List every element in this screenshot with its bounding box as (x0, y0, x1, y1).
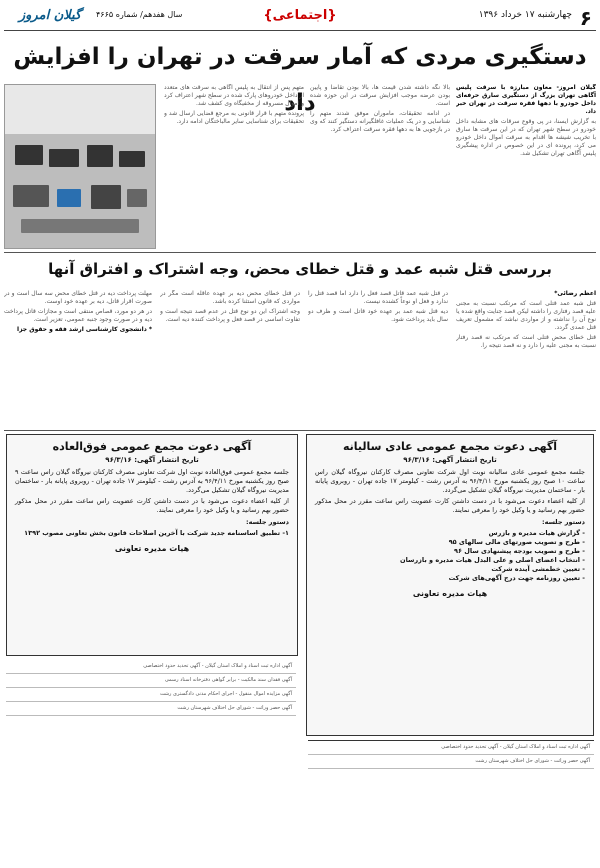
issue-number: سال هفدهم/ شماره ۴۶۶۵ (96, 10, 183, 19)
issue-date: چهارشنبه ۱۷ خرداد ۱۳۹۶ (478, 10, 572, 20)
notice-body (7, 468, 297, 538)
article2-paragraph: وجه اشتراک این دو نوع قتل در عدم قصد نتیجه است و تفاوت اساسی در قصد فعل و پرداخت کننده دیه است. (160, 308, 300, 323)
article2-paragraph: دیه قتل شبه عمد بر عهده خود قاتل است و ظرف دو سال باید پرداخت شود. (308, 308, 448, 323)
article-homicide-law (4, 290, 596, 425)
agenda-item: - طرح و تصویب بودجه پیشنهادی سال ۹۶ (454, 547, 585, 555)
photo-laptop (15, 145, 43, 165)
photo-device (91, 185, 121, 209)
masthead (4, 4, 596, 31)
photo-table (21, 219, 139, 233)
article-photo (4, 84, 156, 249)
article2-paragraph: در هر دو مورد، قصاص منتفی است و مجازات قاتل پرداخت دیه و در صورت وجود جنبه عمومی، تعزیر است. (4, 308, 152, 323)
notice-signature: هیات مدیره تعاونی (114, 544, 190, 553)
article1-column-middle (310, 84, 450, 247)
article2-paragraph: قتل خطای محض قتلی است که مرتکب نه قصد رفتار نسبت به مجنی علیه را دارد و نه قصد نتیجه را. (456, 334, 596, 349)
photo-laptop (119, 151, 145, 167)
article1-paragraph: در ادامه تحقیقات، ماموران موفق شدند متهم را شناسایی و در یک عملیات غافلگیرانه دستگیر کنند که وی در بازجویی ها به دهها فقره سرقت اعتراف کرد. (310, 110, 450, 133)
classified-notice: آگهی اداره ثبت اسناد و املاک استان گیلان - آگهی تحدید حدود اختصاصی (308, 741, 594, 755)
agenda-item: - تعیین روزنامه جهت درج آگهی‌های شرکت (448, 574, 585, 582)
notice-paragraph: از کلیه اعضاء دعوت می‌شود با در دست داشتن کارت عضویت راس ساعت مقرر در محل مذکور حضور بهم رسانید و یا وکیل خود را معرفی نمایند. (315, 497, 585, 514)
page-number: ۶ (579, 6, 592, 30)
article1-column-right (456, 84, 596, 247)
photo-device (13, 185, 49, 207)
article2-paragraph: در قتل خطای محض دیه بر عهده عاقله است مگر در مواردی که قانون استثنا کرده باشد. (160, 290, 300, 305)
classified-notices (6, 660, 296, 860)
article1-paragraph: به گزارش ایسنا، در پی وقوع سرقات های مشابه داخل خودرو در سطح شهر تهران که در این سرقت ها سارق با تخریب شیشه ها اقدام به سرقت اموال داخل خودرو می کرد، پرونده ای در این خصوص در اداره پیشگیری پلیس آگاهی تهران تشکیل شد. (456, 118, 596, 157)
photo-laptop (49, 149, 79, 167)
classified-notice: آگهی فقدان سند مالکیت - برابر گواهی دفترخانه اسناد رسمی (6, 674, 296, 688)
article2-column-2 (308, 290, 448, 425)
notice-signature: هیات مدیره تعاونی (412, 589, 488, 598)
agenda-item: ۱- تطبیق اساسنامه جدید شرکت با آخرین اصلاحات قانون بخش تعاونی مصوب ۱۳۹۲ (24, 529, 289, 537)
classified-notice: آگهی مزایده اموال منقول - اجرای احکام مدنی دادگستری رشت (6, 688, 296, 702)
main-headline: دستگیری مردی که آمار سرقت در تهران را افزایش داد (13, 44, 587, 116)
article2-author-note: * دانشجوی کارشناسی ارشد فقه و حقوق جزا (17, 326, 152, 333)
agenda-title: دستور جلسه: (246, 518, 289, 526)
section-title: {اجتماعی} (263, 8, 337, 23)
section-divider (4, 430, 596, 431)
agenda-title: دستور جلسه: (542, 518, 585, 526)
section-divider (4, 252, 596, 253)
article1-paragraph: بالا نگه داشته شدن قیمت ها، بالا بودن تقاضا و پایین بودن عرضه موجب افزایش سرقت در این حوزه شده است. (310, 84, 450, 107)
article1-paragraph: گیلان امروز- معاون مبارزه با سرقت پلیس آگاهی تهران بزرگ از دستگیری سارق حرفه‌ای داخل خودرو با دهها فقره سرقت در تهران خبر داد. (456, 84, 596, 115)
article-theft-arrest (4, 84, 596, 249)
photo-device (127, 189, 147, 207)
article2-author-byline: اعظم رضائی* (554, 290, 596, 297)
article1-paragraph: پرونده متهم با قرار قانونی به مرجع قضایی ارسال شد و تحقیقات برای شناسایی سایر مالباختگان ادامه دارد. (164, 110, 304, 125)
classified-notice: آگهی حصر وراثت - شورای حل اختلاف شهرستان رشت (6, 702, 296, 716)
notice-extraordinary-general-meeting (6, 434, 298, 656)
newspaper-logo: گیلان امروز (18, 8, 82, 23)
article2-paragraph: در قتل شبه عمد قاتل قصد فعل را دارد اما قصد قتل را ندارد و فعل او نوعاً کشنده نیست. (308, 290, 448, 305)
notice-paragraph: جلسه مجمع عمومی عادی سالیانه نوبت اول شرکت تعاونی مصرف کارکنان نیروگاه گیلان راس ساعت ۱۰ صبح روز یکشنبه مورخ ۹۶/۴/۱۱ به آدرس رشت - کیلومتر ۱۷ جاده تهران - روبروی پایانه بار - ساختمان مدیریت نیروگاه گیلان تشکیل می‌گردد. (315, 468, 585, 494)
agenda-item: - گزارش هیات مدیره و بازرس (488, 529, 585, 537)
secondary-headline: بررسی قتل شبه عمد و قتل خطای محض، وجه اشتراک و افتراق آنها (48, 260, 552, 278)
article2-paragraph: مهلت پرداخت دیه در قتل خطای محض سه سال است و در صورت اقرار قاتل، دیه بر عهده خود اوست. (4, 290, 152, 305)
agenda-item: - تعیین خطمشی آینده شرکت (491, 565, 585, 573)
notice-title: آگهی دعوت مجمع عمومی فوق‌العاده (52, 440, 252, 453)
notice-date: تاریخ انتشار آگهی: ۹۶/۳/۱۶ (105, 456, 199, 464)
classified-notices-right (308, 740, 594, 863)
notice-paragraph: جلسه مجمع عمومی فوق‌العاده نوبت اول شرکت تعاونی مصرف کارکنان نیروگاه گیلان راس ساعت ۹ صبح روز یکشنبه مورخ ۹۶/۴/۱۱ به آدرس رشت - کیلومتر ۱۷ جاده تهران - روبروی پایانه بار - ساختمان مدیریت نیروگاه گیلان تشکیل می‌گردد. (15, 468, 290, 494)
article1-column-left (164, 84, 304, 247)
article2-column-4 (4, 290, 152, 425)
notice-date: تاریخ انتشار آگهی: ۹۶/۳/۱۶ (403, 456, 497, 464)
notice-annual-general-meeting (306, 434, 594, 736)
agenda-item: - انتخاب اعضای اصلی و علی البدل هیات مدیره و بازرسان (400, 556, 585, 564)
article1-paragraph: متهم پس از انتقال به پلیس آگاهی به سرقت های متعدد از داخل خودروهای پارک شده در سطح شهر اعتراف کرد و اموال مسروقه از مخفیگاه وی کشف شد. (164, 84, 304, 107)
photo-laptop (87, 145, 113, 167)
notice-title: آگهی دعوت مجمع عمومی عادی سالیانه (342, 440, 558, 453)
notice-body (307, 468, 593, 583)
article2-column-3 (160, 290, 300, 425)
classified-notice: آگهی اداره ثبت اسناد و املاک استان گیلان - آگهی تحدید حدود اختصاصی (6, 660, 296, 674)
notice-paragraph: از کلیه اعضاء دعوت می‌شود با در دست داشتن کارت عضویت راس ساعت مقرر در محل مذکور حضور بهم رسانید و یا وکیل خود را معرفی نمایند. (15, 497, 289, 514)
photo-device (57, 189, 81, 207)
agenda-item: - طرح و تصویب صورتهای مالی سالهای ۹۵ (448, 538, 585, 546)
article2-paragraph: قتل شبه عمد قتلی است که مرتکب نسبت به مجنی علیه قصد رفتاری را داشته لیکن قصد جنایت واقع شده یا نوع آن را نداشته و از مواردی نباشد که مشمول تعریف قتل عمدی گردد. (456, 300, 596, 331)
classified-notice: آگهی حصر وراثت - شورای حل اختلاف شهرستان رشت (308, 755, 594, 769)
article2-column-1 (456, 290, 596, 425)
